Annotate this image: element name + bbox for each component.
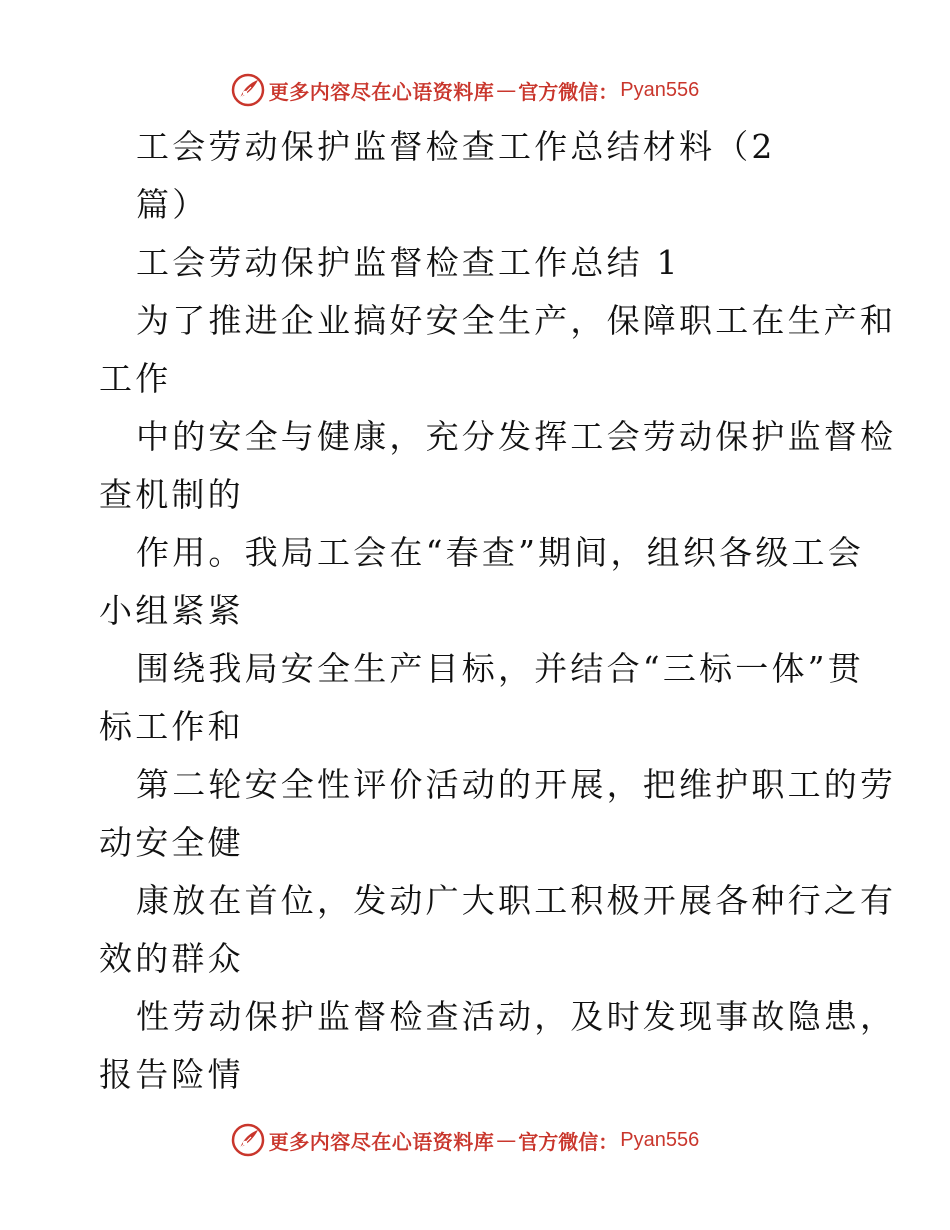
paragraph-line: 效的群众 bbox=[99, 939, 244, 978]
header-separator: — bbox=[496, 78, 517, 102]
header-banner bbox=[0, 70, 950, 110]
paragraph-line: 标工作和 bbox=[99, 707, 244, 746]
paragraph-line: 作用。我局工会在“春查”期间，组织各级工会 bbox=[136, 533, 864, 572]
paragraph-line: 中的安全与健康，充分发挥工会劳动保护监督检 bbox=[136, 417, 897, 456]
footer-wechat-label: 官方微信： bbox=[518, 1129, 619, 1154]
header-promo-text: 更多内容尽在心语资料库 bbox=[268, 79, 495, 104]
feather-pen-icon bbox=[231, 73, 265, 107]
footer-banner bbox=[0, 1120, 950, 1160]
doc-title-line-1: 工会劳动保护监督检查工作总结材料（2 bbox=[136, 127, 776, 166]
paragraph-line: 查机制的 bbox=[99, 475, 244, 514]
paragraph-line: 围绕我局安全生产目标，并结合“三标一体”贯 bbox=[136, 649, 864, 688]
footer-promo-text: 更多内容尽在心语资料库 bbox=[268, 1129, 495, 1154]
paragraph-line: 动安全健 bbox=[99, 823, 244, 862]
paragraph-line: 康放在首位，发动广大职工积极开展各种行之有 bbox=[136, 881, 897, 920]
paragraph-line: 报告险情 bbox=[99, 1055, 244, 1094]
header-wechat-label: 官方微信： bbox=[518, 79, 619, 104]
paragraph-line: 为了推进企业搞好安全生产，保障职工在生产和 bbox=[136, 301, 897, 340]
paragraph-line: 第二轮安全性评价活动的开展，把维护职工的劳 bbox=[136, 765, 897, 804]
paragraph-line: 小组紧紧 bbox=[99, 591, 244, 630]
feather-pen-icon bbox=[231, 1123, 265, 1157]
footer-separator: — bbox=[496, 1128, 517, 1152]
doc-subtitle: 工会劳动保护监督检查工作总结 1 bbox=[136, 243, 681, 282]
paragraph-line: 工作 bbox=[99, 359, 172, 398]
header-wechat-id: Pyan556 bbox=[620, 78, 700, 101]
paragraph-line: 性劳动保护监督检查活动，及时发现事故隐患， bbox=[136, 997, 897, 1036]
doc-title-line-2: 篇） bbox=[136, 185, 209, 224]
footer-wechat-id: Pyan556 bbox=[620, 1128, 700, 1151]
